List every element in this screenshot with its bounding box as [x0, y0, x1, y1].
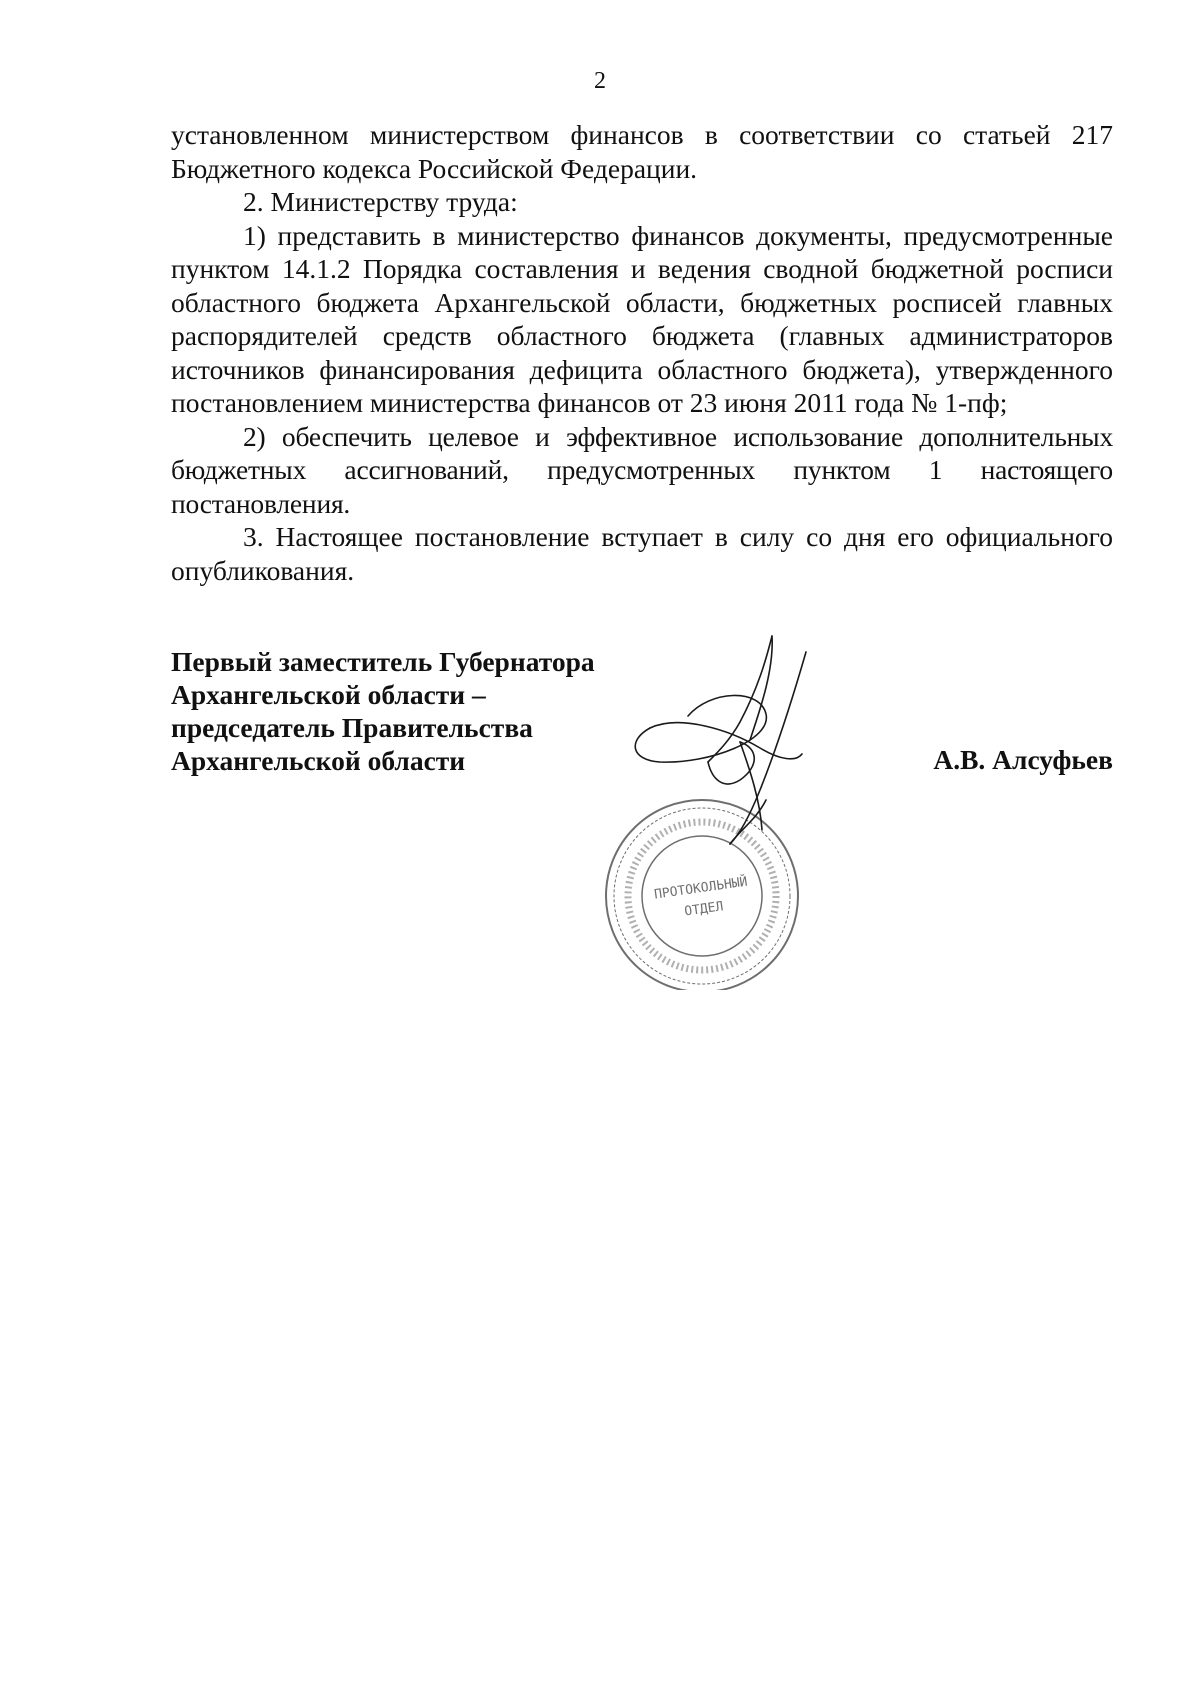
signer-title-line: Архангельской области: [171, 745, 466, 776]
signer-title-line: Первый заместитель Губернатора: [171, 646, 595, 677]
signer-title-line: председатель Правительства: [171, 712, 533, 743]
paragraph-item-2: 2. Министерству труда:: [243, 186, 518, 217]
stamp-text-line1: ПРОТОКОЛЬНЫЙ: [653, 874, 749, 903]
official-stamp: [606, 800, 798, 990]
page-number: 2: [594, 68, 606, 94]
paragraph-continuation: установленном министерством финансов в соответствии со статьей 217 Бюджетного кодекса Российской Федерации.: [171, 119, 1113, 184]
signature: [635, 636, 806, 844]
paragraph-item-3: 3. Настоящее постановление вступает в силу со дня его официального опубликования.: [171, 521, 1113, 586]
signer-title: [171, 645, 595, 777]
signer-name: А.В. Алсуфьев: [933, 744, 1113, 775]
body-text: [171, 118, 1113, 587]
signature-and-stamp: [590, 630, 850, 990]
stamp-text-line2: ОТДЕЛ: [683, 899, 725, 920]
paragraph-subitem-2: 2) обеспечить целевое и эффективное использование дополнительных бюджетных ассигнований, предусмотренных пунктом 1 настоящего постановления.: [171, 420, 1113, 519]
paragraph-subitem-1: 1) представить в министерство финансов документы, предусмотренные пунктом 14.1.2 Порядка составления и ведения сводной бюджетной росписи областного бюджета Архангельской области, бюджетных росписей главных распорядителей средств областного бюджета (главных администраторов источников финансирования дефицита областного бюджета), утвержденного постановлением министерства финансов от 23 июня 2011 года № 1-пф;: [171, 219, 1113, 418]
signer-title-line: Архангельской области –: [171, 679, 486, 710]
